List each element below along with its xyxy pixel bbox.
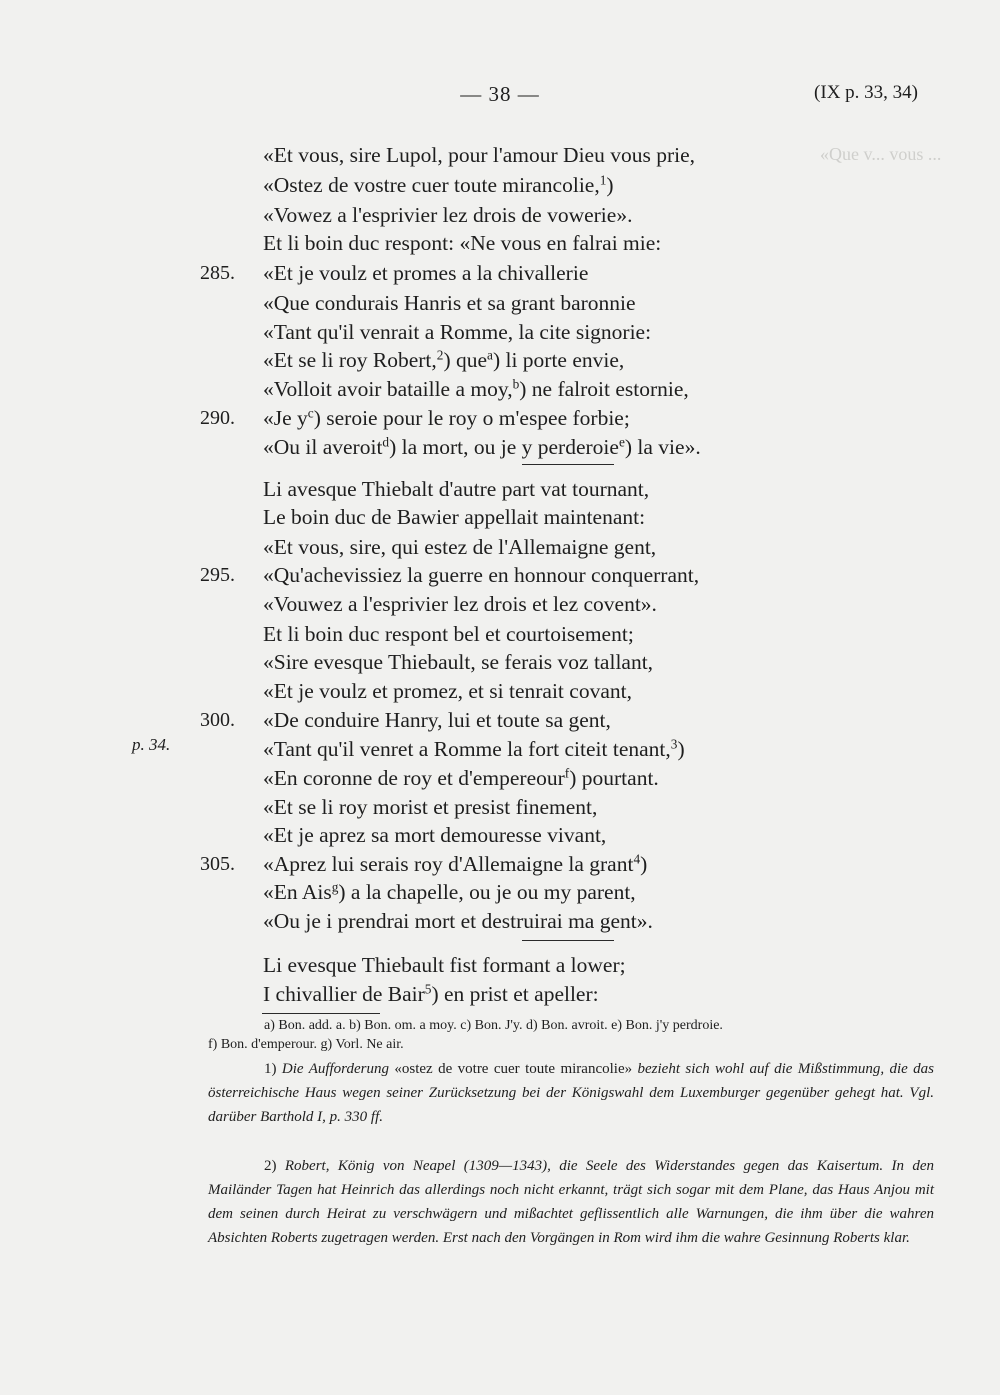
verse-line [263, 346, 624, 375]
verse-text: ) [640, 852, 648, 876]
verse-text: «Et se li roy Robert, [263, 348, 437, 372]
verse-text: Li evesque Thiebault fist formant a lower; [263, 953, 626, 977]
verse-line [263, 907, 653, 936]
page-reference: (IX p. 33, 34) [814, 82, 918, 103]
verse-text: ) a la chapelle, ou je ou my parent, [338, 880, 636, 904]
verse-text: Et li boin duc respont bel et courtoisement; [263, 622, 634, 646]
variant-line: f) Bon. d'emperour. g) Vorl. Ne air. [208, 1037, 404, 1052]
verse-text: «Volloit avoir bataille a moy, [263, 377, 513, 401]
section-separator [522, 464, 614, 465]
verse-line [263, 590, 657, 619]
verse-line [263, 878, 636, 907]
footnote-ref: 5 [424, 981, 432, 997]
verse-line [263, 171, 614, 200]
verse-line [263, 821, 606, 850]
footnote-rule [262, 1013, 380, 1014]
footnote-text: Robert, König von Neapel (1309—1343), die Seele des Widerstandes gegen das Kaisertum. In den Mailänder Tagen hat Heinrich das allerdings noch nicht erkannt, trägt sich sogar mit dem Plane, das Haus Anjou mit dem seinen durch Heirat zu verschwägern und mißachtet geflissentlich alle Warnungen, die ihm über die wahren Absichten Roberts zugetragen werden. Erst nach den Vorgängen in Rom wird ihm die wahre Gesinnung Roberts klar. [208, 1158, 934, 1246]
verse-line [263, 706, 611, 735]
verse-text: ) seroie pour le roy o m'espee forbie; [313, 406, 630, 430]
footnote-ref: f [564, 765, 570, 781]
verse-line [263, 433, 701, 462]
verse-line [263, 375, 689, 404]
verse-line [263, 764, 659, 793]
verse-line [263, 980, 599, 1009]
bleed-through-text: «Que v... vous ... [820, 144, 942, 164]
verse-line [263, 677, 632, 706]
footnote-ref: a [487, 347, 493, 363]
verse-text: ) en prist et apeller: [431, 982, 599, 1006]
verse-text: «En Ais [263, 880, 332, 904]
footnote-ref: d [382, 434, 390, 450]
verse-text: «Sire evesque Thiebault, se ferais voz tallant, [263, 650, 654, 674]
verse-text: ) [677, 737, 685, 761]
variant-readings [208, 1016, 934, 1054]
verse-line [263, 503, 645, 532]
footnote-text: bezieht sich wohl auf die Mißstimmung, die das österreichische Haus wegen seiner Zurücksetzung bei der Königswahl dem Luxemburger gegenüber gehegt hat. Vgl. darüber Barthold I, p. 330 ff. [208, 1061, 935, 1125]
verse-text: «Ou je i prendrai mort et destruirai ma gent». [263, 909, 653, 933]
verse-text: «Et vous, sire, qui estez de l'Allemaigne gent, [263, 535, 657, 559]
verse-text: «Qu'achevissiez la guerre en honnour conquerrant, [263, 563, 700, 587]
verse-line [263, 475, 649, 504]
verse-text: ) que [443, 348, 488, 372]
verse-line [263, 141, 695, 170]
verse-text: «De conduire Hanry, lui et toute sa gent, [263, 708, 611, 732]
verse-text: «Et vous, sire Lupol, pour l'amour Dieu vous prie, [263, 143, 696, 167]
verse-number: 300. [200, 709, 235, 731]
verse-text: «Ostez de vostre cuer toute mirancolie, [263, 173, 600, 197]
verse-line [263, 229, 661, 258]
footnote-ref: 1 [599, 172, 607, 188]
footnote-1 [208, 1057, 934, 1129]
footnote-quote: «ostez de votre cuer toute mirancolie» [394, 1061, 633, 1077]
footnote-ref: 4 [633, 851, 641, 867]
verse-text: ) la vie». [624, 435, 701, 459]
verse-text: «En coronne de roy et d'empereour [263, 766, 565, 790]
verse-line [263, 201, 632, 230]
verse-text: «Vouwez a l'esprivier lez drois et lez covent». [263, 592, 657, 616]
verse-line [263, 648, 653, 677]
verse-number: 290. [200, 407, 235, 429]
verse-number: 285. [200, 262, 235, 284]
section-separator [522, 940, 614, 941]
variant-line: a) Bon. add. a. b) Bon. om. a moy. c) Bon. J'y. d) Bon. avroit. e) Bon. j'y perdroie. [264, 1018, 723, 1033]
verse-text: «Et je voulz et promez, et si tenrait covant, [263, 679, 632, 703]
footnote-ref: 3 [670, 736, 678, 752]
footnote-ref: g [331, 879, 339, 895]
verse-line [263, 951, 626, 980]
verse-text: ) li porte envie, [492, 348, 625, 372]
verse-text: «Que condurais Hanris et sa grant baronnie [263, 291, 636, 315]
verse-text: «Tant qu'il venret a Romme la fort citeit tenant, [263, 737, 671, 761]
verse-line [263, 735, 685, 764]
verse-text: «Aprez lui serais roy d'Allemaigne la grant [263, 852, 634, 876]
verse-text: ) pourtant. [569, 766, 659, 790]
verse-text: «Je y [263, 406, 308, 430]
verse-text: ) la mort, ou je y perderoie [389, 435, 619, 459]
verse-line [263, 259, 588, 288]
footnote-lead: Die Aufforderung [281, 1061, 389, 1077]
verse-text: «Ou il averoit [263, 435, 383, 459]
verse-line [263, 533, 656, 562]
footnote-2 [208, 1154, 934, 1250]
verse-text: Et li boin duc respont: «Ne vous en falrai mie: [263, 231, 662, 255]
verse-line [263, 289, 636, 318]
footnote-ref: b [512, 376, 520, 392]
verse-text: ) ne falroit estornie, [519, 377, 689, 401]
verse-text: I chivallier de Bair [263, 982, 425, 1006]
verse-text: «Et se li roy morist et presist finement, [263, 795, 598, 819]
footnote-ref: e [618, 434, 625, 450]
footnote-ref: c [307, 405, 314, 421]
verse-line [263, 404, 630, 433]
margin-page-note: p. 34. [132, 735, 171, 754]
verse-number: 295. [200, 564, 235, 586]
footnote-mark: 1) [264, 1061, 277, 1077]
verse-line [263, 850, 647, 879]
verse-line [263, 318, 651, 347]
verse-text: Le boin duc de Bawier appellait maintenant: [263, 505, 646, 529]
verse-text: «Vowez a l'esprivier lez drois de vowerie». [263, 203, 633, 227]
page-number: — 38 — [460, 82, 540, 106]
verse-text: «Et je aprez sa mort demouresse vivant, [263, 823, 607, 847]
verse-text: ) [606, 173, 614, 197]
verse-number: 305. [200, 853, 235, 875]
verse-text: «Tant qu'il venrait a Romme, la cite signorie: [263, 320, 652, 344]
footnote-ref: 2 [436, 347, 444, 363]
verse-line [263, 793, 597, 822]
verse-text: Li avesque Thiebalt d'autre part vat tournant, [263, 477, 650, 501]
footnote-mark: 2) [264, 1158, 277, 1174]
verse-line [263, 561, 699, 590]
verse-text: «Et je voulz et promes a la chivallerie [263, 261, 589, 285]
verse-line [263, 620, 634, 649]
